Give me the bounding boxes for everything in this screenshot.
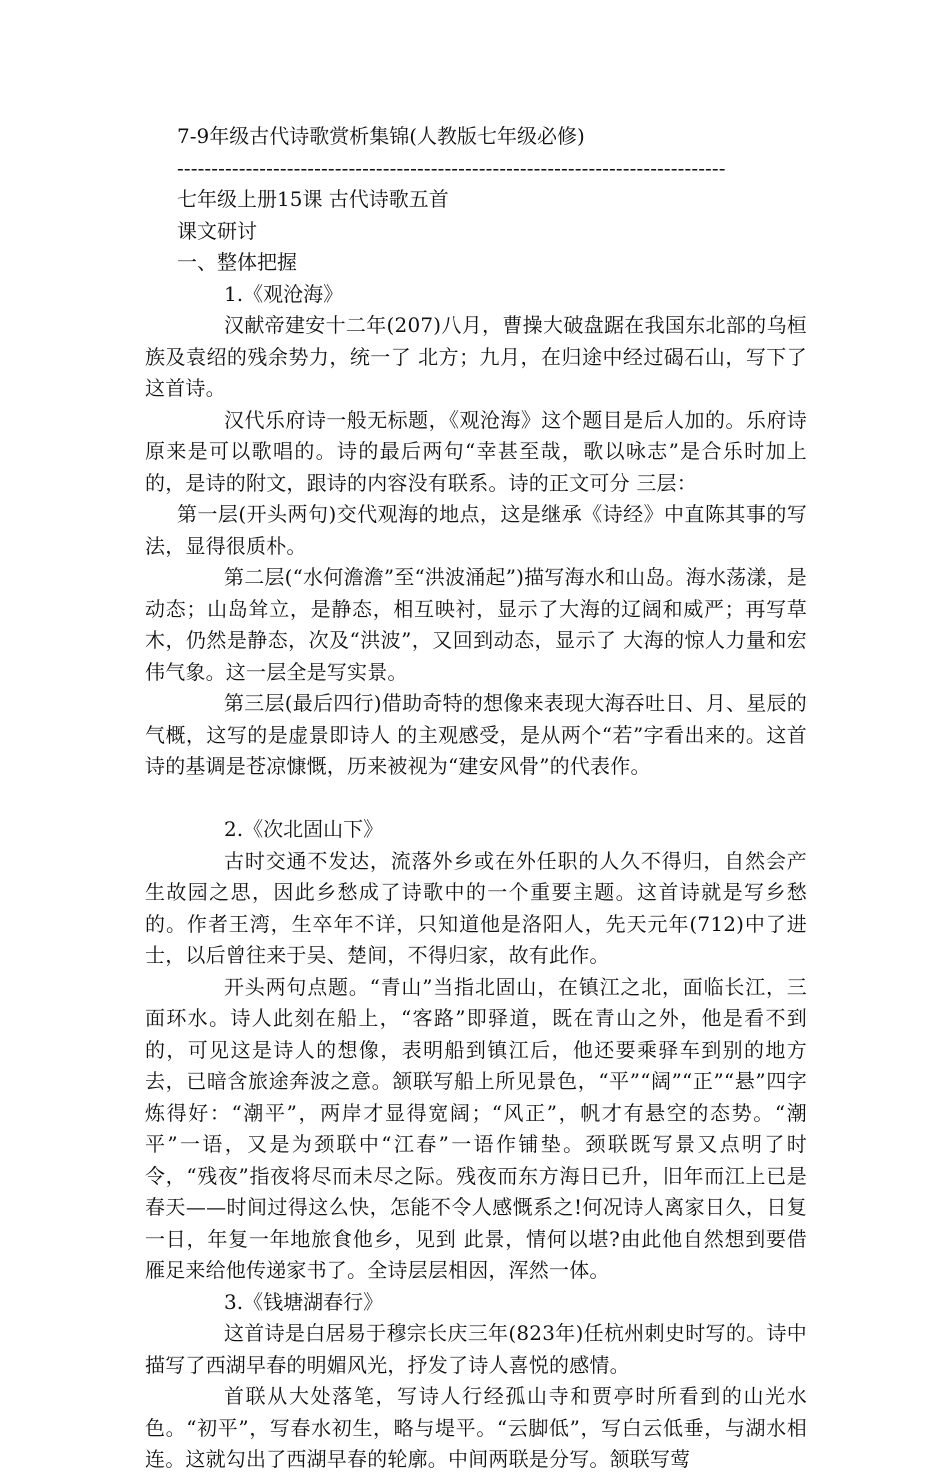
separator-rule: -------------------------------------------------------------------------------- xyxy=(177,155,726,180)
paragraph-gap xyxy=(145,783,807,815)
poem1-paragraph-4: 第二层(“水何澹澹”至“洪波涌起”)描写海水和山岛。海水荡漾，是动态；山岛耸立，是静态，相互映衬，显示了大海的辽阔和威严；再写草木，仍然是静态，次及“洪波”，又回到动态，显示了 大海的惊人力量和宏伟气象。这一层全是写实景。 xyxy=(145,565,807,684)
poem2-paragraph-2: 开头两句点题。“青山”当指北固山，在镇江之北，面临长江，三面环水。诗人此刻在船上，“客路”即驿道，既在青山之外，他是看不到的，可见这是诗人的想像，表明船到镇江后，他还要乘驿车到别的地方去，已暗含旅途奔波之意。颔联写船上所见景色，“平”“阔”“正”“悬”四字炼得好：“潮平”，两岸才显得宽阔；“风正”，帆才有悬空的态势。“潮平”一语，又是为颈联中“江春”一语作铺垫。颈联既写景又点明了时令，“残夜”指夜将尽而未尽之际。残夜而东方海日已升，旧年而江上已是春天——时间过得这么快，怎能不令人感慨系之!何况诗人离家日久，日复一日，年复一年地旅食他乡，见到 此景，情何以堪?由此他自然想到要借雁足来给他传递家书了。全诗层层相因，浑然一体。 xyxy=(145,974,807,1282)
poem-heading-1: 1.《观沧海》 xyxy=(224,281,344,306)
poem3-paragraph-1: 这首诗是白居易于穆宗长庆三年(823年)任杭州刺史时写的。诗中描写了西湖早春的明媚风光，抒发了诗人喜悦的感情。 xyxy=(145,1321,807,1377)
poem2-paragraph-1: 古时交通不发达，流落外乡或在外任职的人久不得归，自然会产生故园之思，因此乡愁成了诗歌中的一个重要主题。这首诗就是写乡愁的。作者王湾，生卒年不详，只知道他是洛阳人，先天元年(712)中了进士，以后曾往来于吴、楚间，不得归家，故有此作。 xyxy=(145,848,807,967)
document-title: 7-9年级古代诗歌赏析集锦(人教版七年级必修) xyxy=(177,124,585,148)
lesson-heading: 七年级上册15课 古代诗歌五首 xyxy=(177,187,449,211)
section-heading: 课文研讨 xyxy=(177,218,257,243)
poem1-paragraph-3: 第一层(开头两句)交代观海的地点，这是继承《诗经》中直陈其事的写法，显得很质朴。 xyxy=(145,502,807,558)
poem3-paragraph-2: 首联从大处落笔，写诗人行经孤山寺和贾亭时所看到的山光水色。“初平”，写春水初生，略与堤平。“云脚低”，写白云低垂，与湖水相连。这就勾出了西湖早春的轮廓。中间两联是分写。颔联写莺 xyxy=(145,1384,807,1471)
poem-heading-2: 2.《次北固山下》 xyxy=(224,817,384,841)
poem1-paragraph-1: 汉献帝建安十二年(207)八月，曹操大破盘踞在我国东北部的乌桓族及袁绍的残余势力，统一了 北方；九月，在归途中经过碣石山，写下了这首诗。 xyxy=(145,313,807,400)
document-body xyxy=(145,121,807,1476)
poem-heading-3: 3.《钱塘湖春行》 xyxy=(224,1289,384,1314)
poem1-paragraph-2: 汉代乐府诗一般无标题，《观沧海》这个题目是后人加的。乐府诗原来是可以歌唱的。诗的最后两句“幸甚至哉，歌以咏志”是合乐时加上的，是诗的附文，跟诗的内容没有联系。诗的正文可分 三层： xyxy=(145,407,807,495)
poem1-paragraph-5: 第三层(最后四行)借助奇特的想像来表现大海吞吐日、月、星辰的气概，这写的是虚景即诗人 的主观感受，是从两个“若”字看出来的。这首诗的基调是苍凉慷慨，历来被视为“建安风骨”的代表作。 xyxy=(145,691,807,778)
part-heading: 一、整体把握 xyxy=(177,250,297,274)
